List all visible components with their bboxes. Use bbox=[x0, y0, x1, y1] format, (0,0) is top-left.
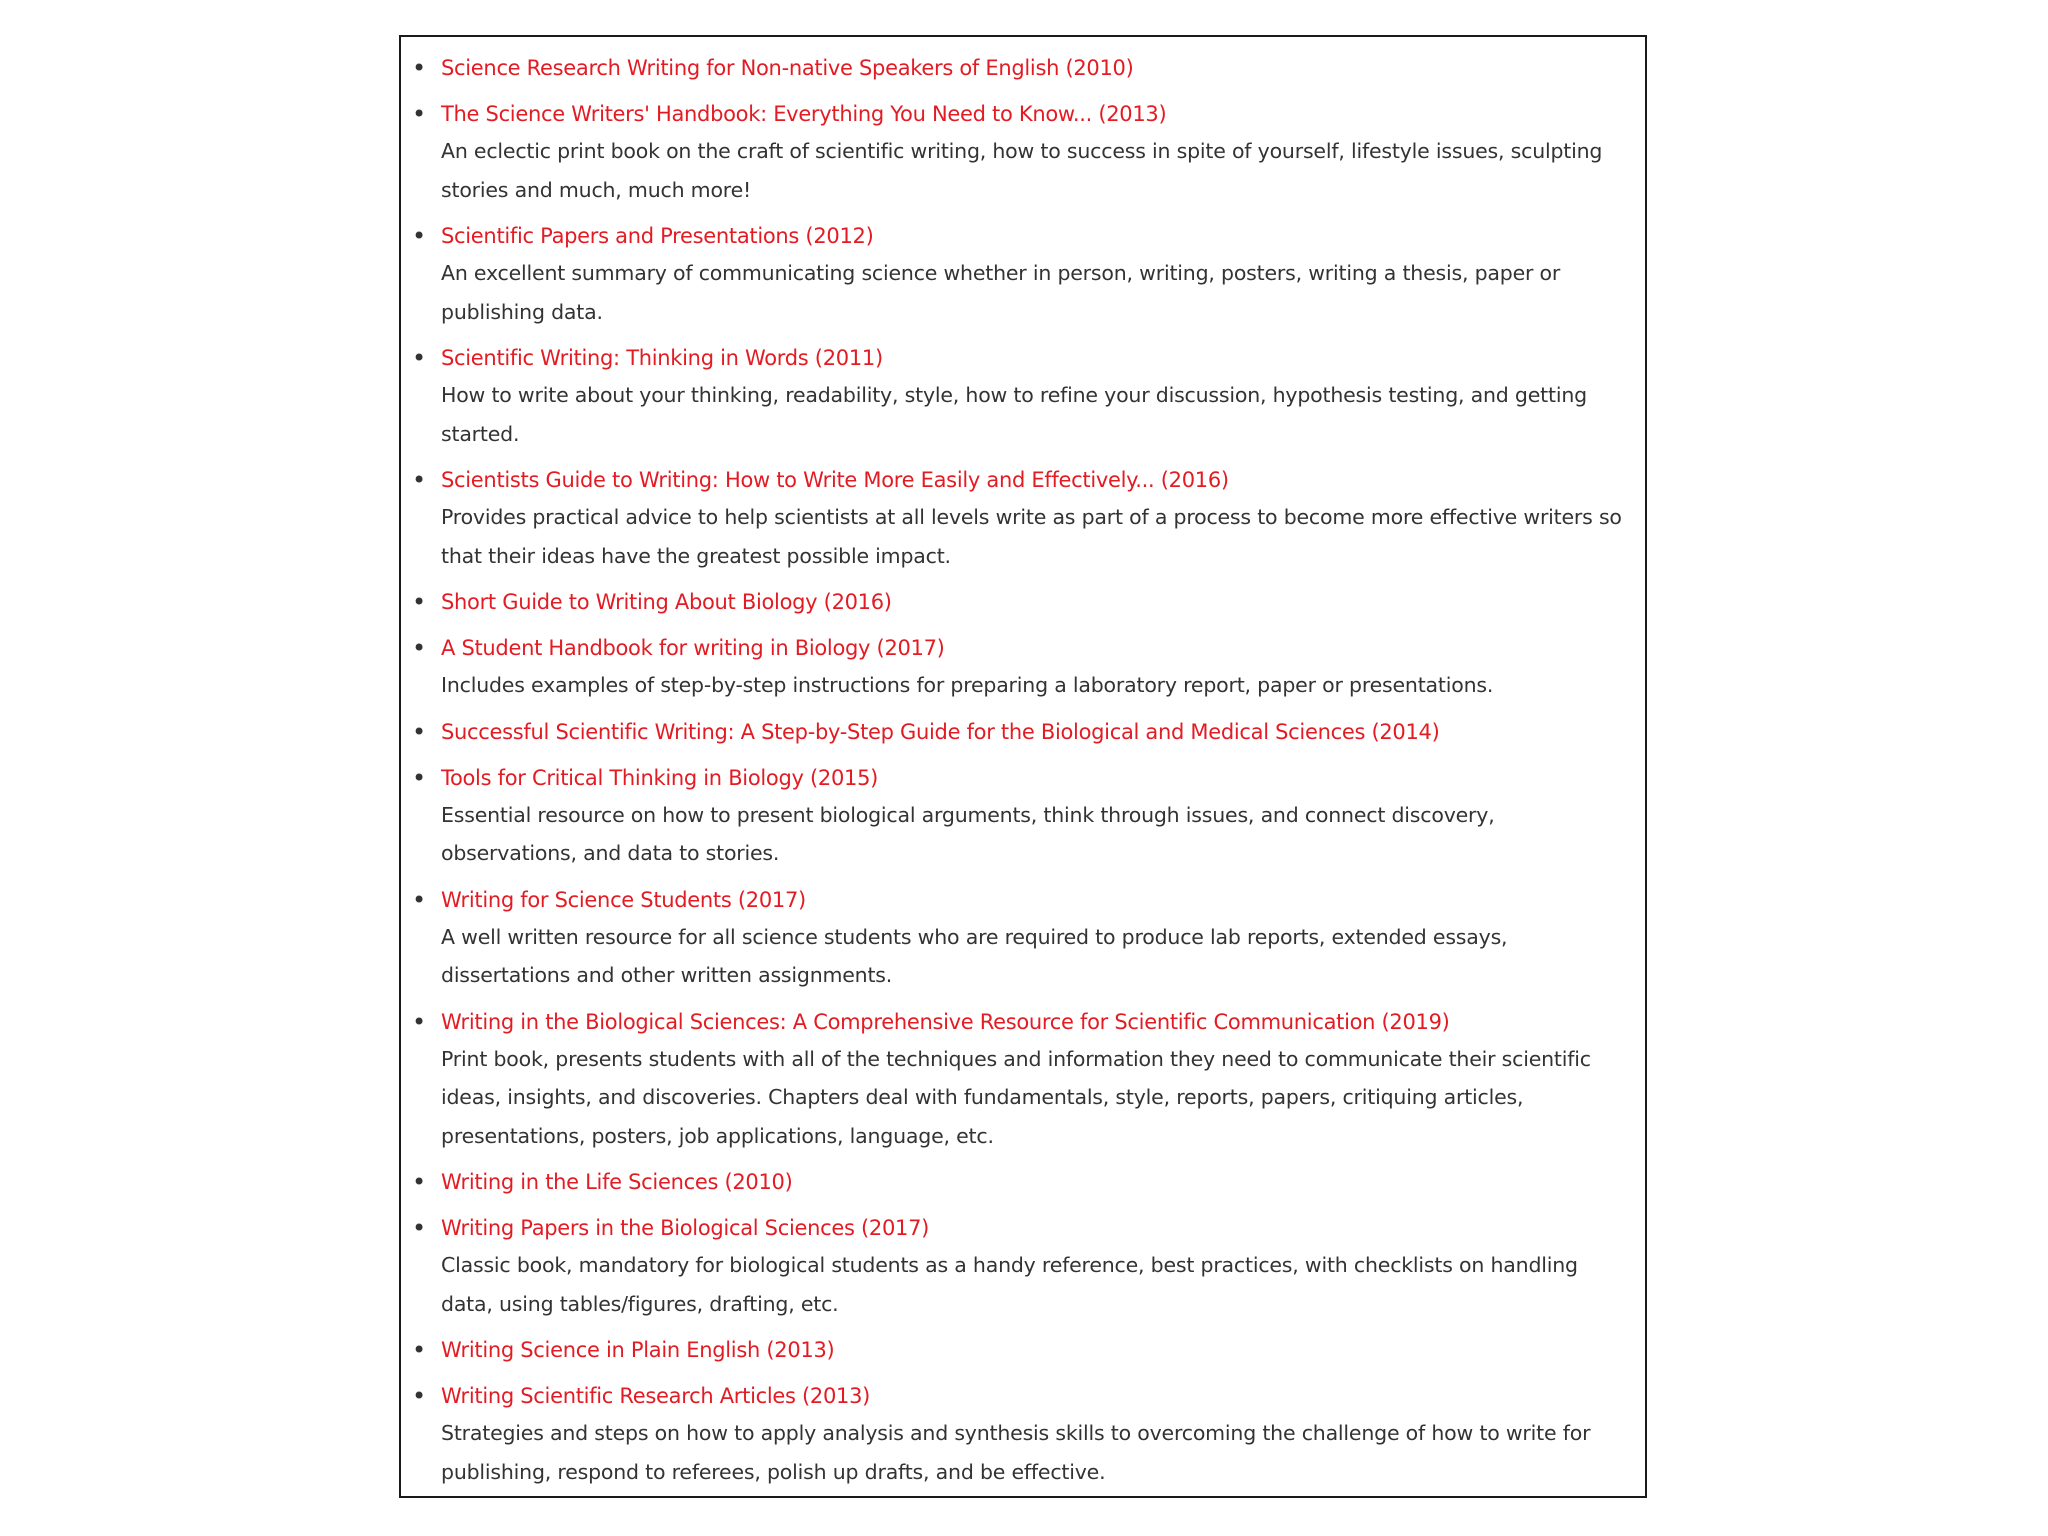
book-title-link[interactable]: Scientific Writing: Thinking in Words (2011) bbox=[441, 346, 883, 370]
bullet-icon: • bbox=[412, 1382, 427, 1410]
book-title-link[interactable]: Science Research Writing for Non-native Speakers of English (2010) bbox=[441, 56, 1134, 80]
bullet-icon: • bbox=[412, 1336, 427, 1364]
bullet-icon: • bbox=[412, 885, 427, 914]
bullet-icon: • bbox=[412, 634, 427, 662]
bullet-icon: • bbox=[412, 717, 427, 746]
bullet-icon: • bbox=[412, 54, 427, 82]
list-item bbox=[412, 339, 1625, 453]
book-title-link[interactable]: Writing Science in Plain English (2013) bbox=[441, 1338, 835, 1362]
list-item bbox=[412, 1209, 1625, 1323]
book-description: An eclectic print book on the craft of scientific writing, how to success in spite of yourself, lifestyle issues, sculpting stories and much, much more! bbox=[441, 139, 1603, 202]
bullet-icon: • bbox=[412, 1168, 427, 1196]
list-item bbox=[412, 49, 1625, 87]
bullet-icon: • bbox=[412, 1214, 427, 1242]
bullet-icon: • bbox=[412, 344, 427, 372]
list-item bbox=[412, 217, 1625, 331]
book-description: Strategies and steps on how to apply analysis and synthesis skills to overcoming the challenge of how to write for publishing, respond to referees, polish up drafts, and be effective. bbox=[441, 1421, 1591, 1484]
book-title-link[interactable]: Successful Scientific Writing: A Step-by-Step Guide for the Biological and Medical Sciences (2014) bbox=[441, 719, 1440, 744]
bullet-icon: • bbox=[412, 466, 427, 494]
book-title-link[interactable]: Short Guide to Writing About Biology (2016) bbox=[441, 590, 892, 614]
book-description: Essential resource on how to present biological arguments, think through issues, and connect discovery, observations, and data to stories. bbox=[441, 802, 1495, 865]
list-item bbox=[412, 1163, 1625, 1201]
list-item bbox=[412, 1377, 1625, 1491]
book-description: Includes examples of step-by-step instructions for preparing a laboratory report, paper or presentations. bbox=[441, 673, 1494, 697]
list-item bbox=[412, 583, 1625, 621]
book-description: How to write about your thinking, readability, style, how to refine your discussion, hypothesis testing, and getting started. bbox=[441, 383, 1587, 446]
list-item bbox=[412, 95, 1625, 209]
book-title-link[interactable]: Tools for Critical Thinking in Biology (2015) bbox=[441, 765, 879, 790]
book-description: An excellent summary of communicating science whether in person, writing, posters, writing a thesis, paper or publishing data. bbox=[441, 261, 1561, 324]
list-item bbox=[412, 461, 1625, 575]
book-title-link[interactable]: Writing Papers in the Biological Sciences (2017) bbox=[441, 1216, 930, 1240]
book-title-link[interactable]: Writing Scientific Research Articles (2013) bbox=[441, 1384, 871, 1408]
list-item bbox=[412, 629, 1625, 705]
list-item bbox=[412, 1003, 1625, 1156]
list-item bbox=[412, 1331, 1625, 1369]
list-item bbox=[412, 713, 1625, 751]
book-description: A well written resource for all science students who are required to produce lab reports, extended essays, dissertations and other written assignments. bbox=[441, 924, 1508, 987]
book-description: Print book, presents students with all of the techniques and information they need to communicate their scientific ideas, insights, and discoveries. Chapters deal with fundamentals, style, reports, papers, critiquing articles, presentations, posters, job applications, language, etc. bbox=[441, 1046, 1591, 1148]
book-list bbox=[401, 37, 1645, 1491]
bullet-icon: • bbox=[412, 100, 427, 128]
list-item bbox=[412, 881, 1625, 995]
book-list-panel bbox=[399, 35, 1647, 1498]
book-title-link[interactable]: Writing in the Biological Sciences: A Comprehensive Resource for Scientific Communication (2019) bbox=[441, 1009, 1450, 1034]
book-title-link[interactable]: Writing for Science Students (2017) bbox=[441, 887, 806, 912]
book-description: Provides practical advice to help scientists at all levels write as part of a process to become more effective writers so that their ideas have the greatest possible impact. bbox=[441, 505, 1622, 568]
book-title-link[interactable]: The Science Writers' Handbook: Everything You Need to Know... (2013) bbox=[441, 102, 1167, 126]
bullet-icon: • bbox=[412, 222, 427, 250]
book-title-link[interactable]: A Student Handbook for writing in Biology (2017) bbox=[441, 636, 945, 660]
book-title-link[interactable]: Scientific Papers and Presentations (2012) bbox=[441, 224, 874, 248]
list-item bbox=[412, 759, 1625, 873]
book-title-link[interactable]: Scientists Guide to Writing: How to Write More Easily and Effectively... (2016) bbox=[441, 468, 1229, 492]
bullet-icon: • bbox=[412, 1007, 427, 1036]
bullet-icon: • bbox=[412, 588, 427, 616]
bullet-icon: • bbox=[412, 763, 427, 792]
book-title-link[interactable]: Writing in the Life Sciences (2010) bbox=[441, 1170, 793, 1194]
book-description: Classic book, mandatory for biological students as a handy reference, best practices, with checklists on handling data, using tables/figures, drafting, etc. bbox=[441, 1253, 1578, 1316]
